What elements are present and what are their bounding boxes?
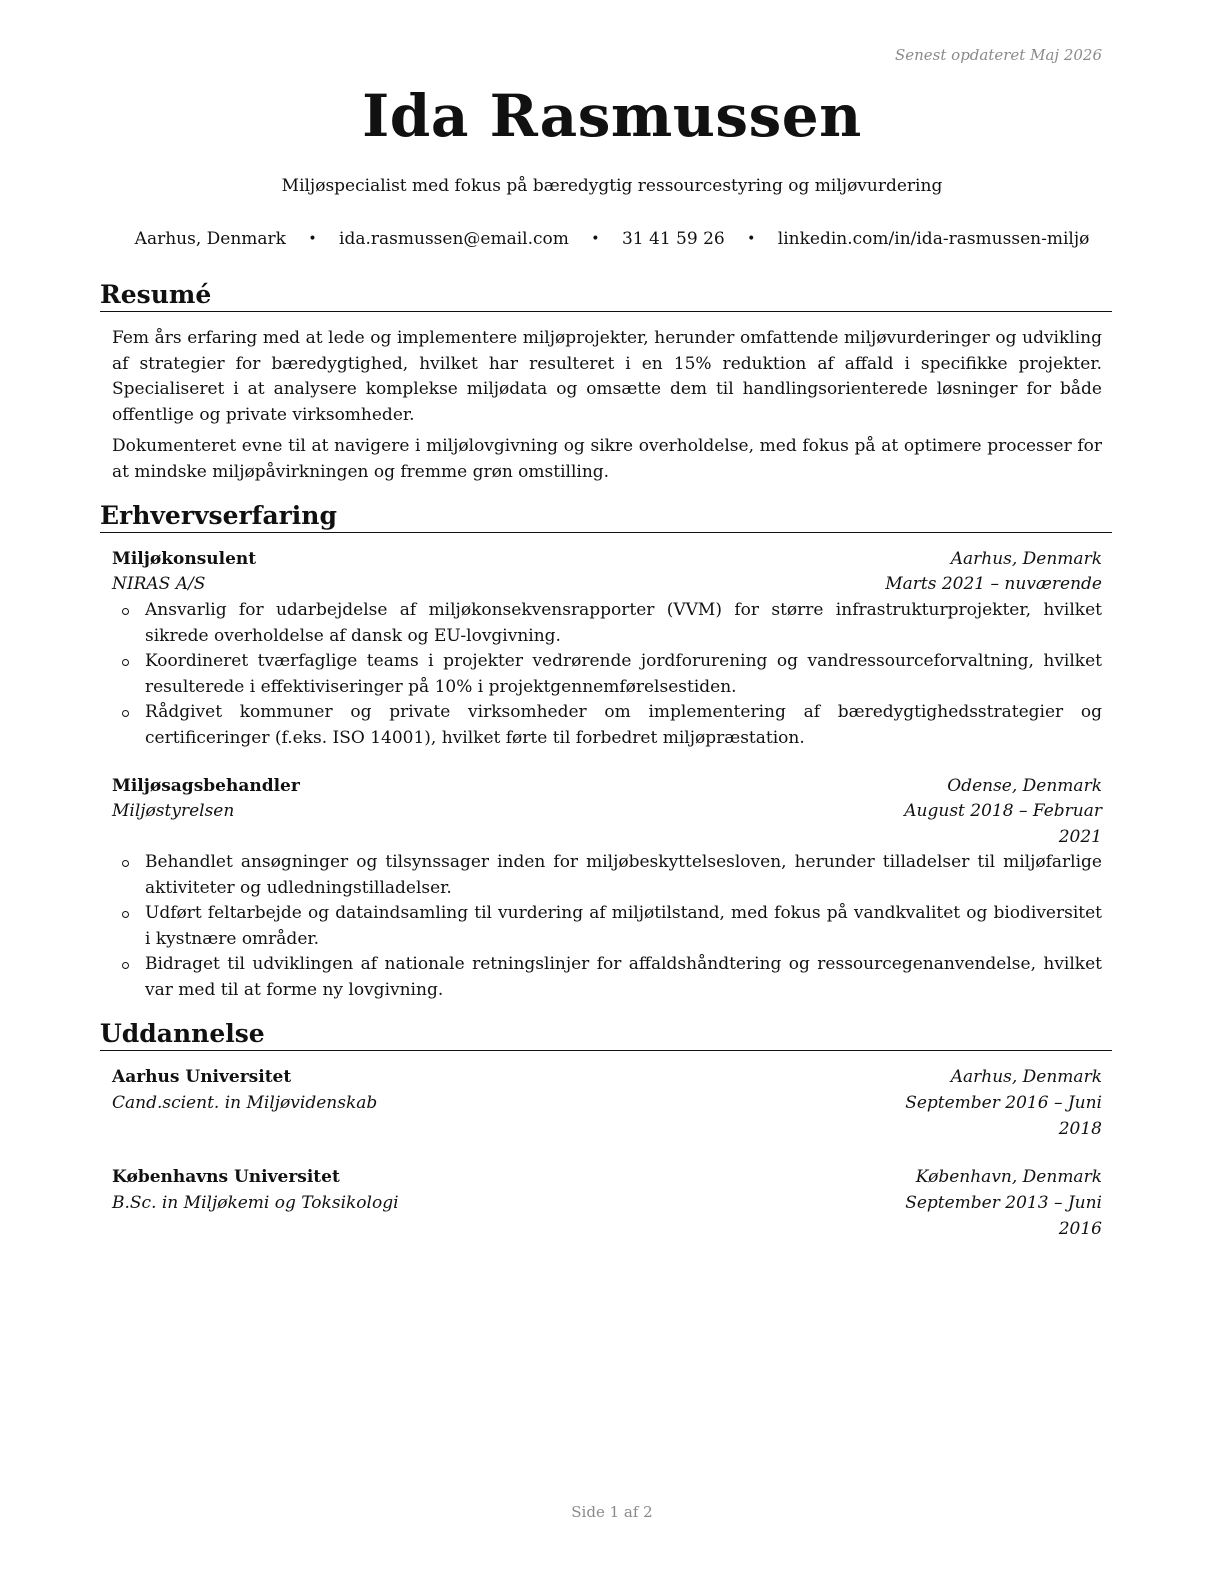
bullet-circle-icon	[122, 911, 129, 918]
job-company: Miljøstyrelsen	[112, 801, 235, 821]
job-bullet-list	[112, 598, 1102, 751]
page-number: Side 1 af 2	[571, 1503, 653, 1521]
job-company: NIRAS A/S	[112, 574, 206, 594]
bullet-circle-icon	[122, 608, 129, 615]
candidate-name: Ida Rasmussen	[362, 82, 862, 150]
section-title-education: Uddannelse	[100, 1019, 1112, 1051]
list-item	[112, 700, 1102, 751]
bullet-separator-icon: •	[308, 231, 317, 247]
job-bullet-list	[112, 850, 1102, 1003]
job-dates: August 2018 – Februar 2021	[904, 801, 1102, 847]
tagline: Miljøspecialist med fokus på bæredygtig ressourcestyring og miljøvurdering	[281, 176, 943, 196]
list-item	[112, 850, 1102, 901]
school-location: København, Denmark	[915, 1167, 1102, 1187]
school-location: Aarhus, Denmark	[950, 1067, 1102, 1087]
list-item	[112, 598, 1102, 649]
bullet-circle-icon	[122, 659, 129, 666]
job-location: Odense, Denmark	[947, 776, 1102, 796]
contact-phone[interactable]: 31 41 59 26	[621, 229, 725, 249]
bullet-separator-icon: •	[591, 231, 600, 247]
bullet-circle-icon	[122, 860, 129, 867]
school-degree: Cand.scient. in Miljøvidenskab	[112, 1093, 378, 1113]
bullet-circle-icon	[122, 710, 129, 717]
contact-linkedin[interactable]: linkedin.com/in/ida-rasmussen-miljø	[777, 229, 1090, 249]
list-item	[112, 901, 1102, 952]
list-item	[112, 952, 1102, 1003]
bullet-text: Rådgivet kommuner og private virksomheder om implementering af bæredygtighedsstrategier og certificeringer (f.eks. ISO 14001), hvilket førte til forbedret miljøpræstation.	[145, 702, 1102, 748]
job-location: Aarhus, Denmark	[950, 549, 1102, 569]
bullet-text: Udført feltarbejde og dataindsamling til vurdering af miljøtilstand, med fokus på vandkvalitet og biodiversitet i kystnære områder.	[145, 903, 1102, 949]
section-title-experience: Erhvervserfaring	[100, 501, 1112, 533]
summary-paragraph: Dokumenteret evne til at navigere i miljølovgivning og sikre overholdelse, med fokus på at optimere processer for at mindske miljøpåvirkningen og fremme grøn omstilling.	[112, 436, 1102, 482]
job-dates: Marts 2021 – nuværende	[885, 574, 1102, 594]
bullet-text: Behandlet ansøgninger og tilsynssager inden for miljøbeskyttelsesloven, herunder tilladelser til miljøfarlige aktiviteter og udledningstilladelser.	[145, 852, 1102, 898]
school-degree: B.Sc. in Miljøkemi og Toksikologi	[112, 1193, 399, 1213]
last-updated: Senest opdateret Maj 2026	[894, 46, 1102, 64]
job-role: Miljøkonsulent	[112, 549, 257, 569]
summary-paragraph: Fem års erfaring med at lede og implementere miljøprojekter, herunder omfattende miljøvurderinger og udvikling af strategier for bæredygtighed, hvilket har resulteret i en 15% reduktion af affald i specifikke projekter. Specialiseret i at analysere komplekse miljødata og omsætte dem til handlingsorienterede løsninger for både offentlige og private virksomheder.	[112, 328, 1102, 425]
bullet-circle-icon	[122, 962, 129, 969]
bullet-text: Bidraget til udviklingen af nationale retningslinjer for affaldshåndtering og ressourcegenanvendelse, hvilket var med til at forme ny lovgivning.	[145, 954, 1102, 1000]
bullet-text: Ansvarlig for udarbejdelse af miljøkonsekvensrapporter (VVM) for større infrastrukturprojekter, hvilket sikrede overholdelse af dansk og EU-lovgivning.	[145, 600, 1102, 646]
contact-location: Aarhus, Denmark	[134, 229, 286, 249]
section-title-summary: Resumé	[100, 280, 1112, 312]
school-dates: September 2013 – Juni 2016	[905, 1193, 1102, 1239]
school-name: Aarhus Universitet	[112, 1067, 292, 1087]
bullet-text: Koordineret tværfaglige teams i projekter vedrørende jordforurening og vandressourceforvaltning, hvilket resulterede i effektiviseringer på 10% i projektgennemførelsestiden.	[145, 651, 1102, 697]
school-dates: September 2016 – Juni 2018	[905, 1093, 1102, 1139]
contact-line	[0, 229, 1224, 249]
list-item	[112, 649, 1102, 700]
contact-email[interactable]: ida.rasmussen@email.com	[339, 229, 569, 249]
job-role: Miljøsagsbehandler	[112, 776, 300, 796]
school-name: Københavns Universitet	[112, 1167, 340, 1187]
bullet-separator-icon: •	[747, 231, 756, 247]
